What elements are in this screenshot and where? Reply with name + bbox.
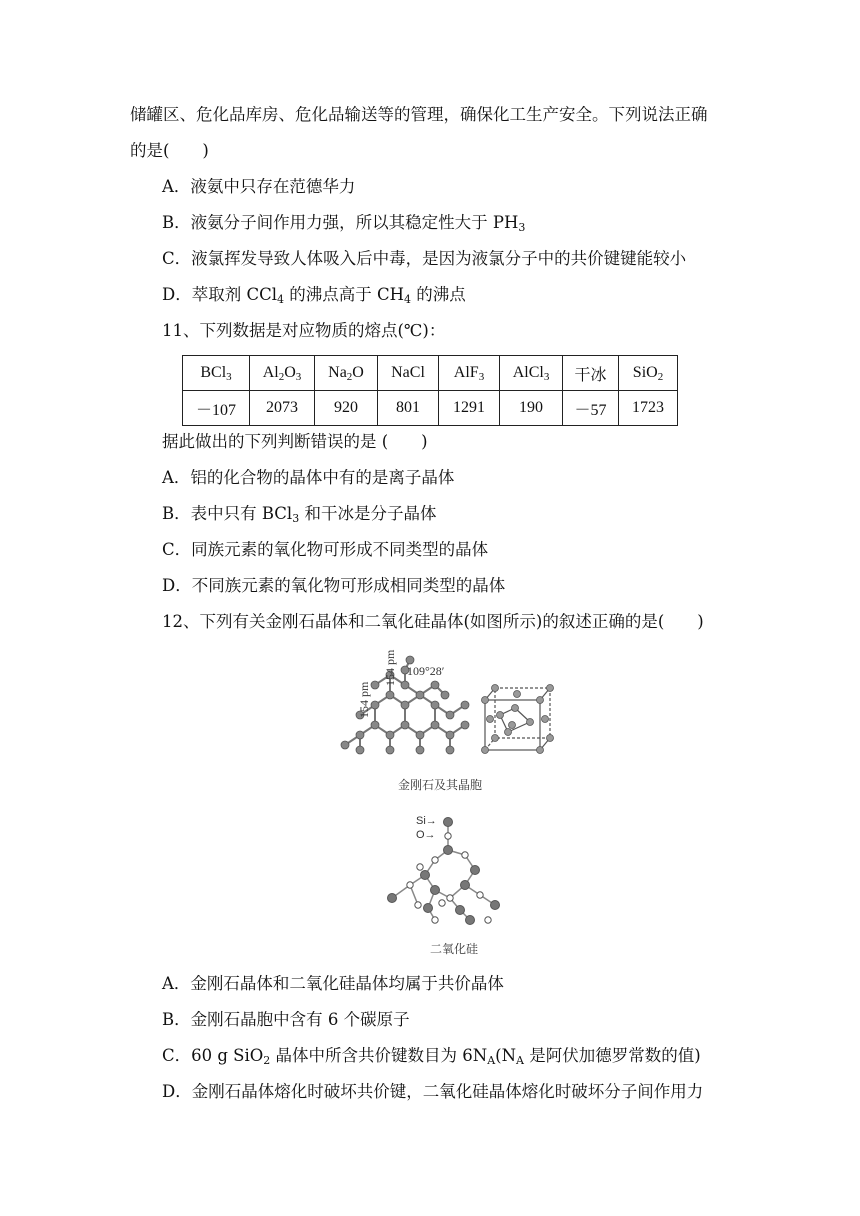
table-cell: 1291: [439, 391, 500, 426]
q11-option-a: A．铝的化合物的晶体中有的是离子晶体: [162, 468, 455, 487]
diamond-figure-caption: 金刚石及其晶胞: [398, 778, 483, 792]
header-alf3: AlF$_3$: [439, 356, 500, 391]
table-cell: －107: [183, 391, 250, 426]
header-sio2: SiO$_2$: [619, 356, 678, 391]
header-dry-ice: 干冰: [563, 356, 619, 391]
q11-stem: 11、下列数据是对应物质的熔点(℃)：: [162, 321, 446, 340]
diamond-structure-figure: [330, 640, 570, 770]
q12-option-b: B．金刚石晶胞中含有 6 个碳原子: [162, 1010, 410, 1029]
melting-point-table: [182, 355, 678, 426]
q12-stem: 12、下列有关金刚石晶体和二氧化硅晶体(如图所示)的叙述正确的是( ): [162, 612, 704, 631]
o-label: O→: [416, 829, 436, 841]
table-cell: 2073: [250, 391, 315, 426]
bond-angle-label: 109°28′: [407, 664, 445, 678]
q10-option-a: A．液氨中只存在范德华力: [162, 177, 356, 196]
header-na2o: $Na_2O$: [315, 356, 378, 391]
q10-option-d: D．萃取剂 CCl$_4$ 的沸点高于 $CH_4$ 的沸点: [162, 285, 466, 306]
bond-length-label: 154 pm: [383, 649, 397, 686]
q11-question: 据此做出的下列判断错误的是 ( ): [162, 432, 428, 451]
q12-option-d: D．金刚石晶体熔化时破坏共价键，二氧化硅晶体熔化时破坏分子间作用力: [162, 1082, 704, 1101]
q10-option-c: C．液氯挥发导致人体吸入后中毒，是因为液氯分子中的共价键键能较小: [162, 249, 687, 268]
q10-stem-line1: 储罐区、危化品库房、危化品输送等的管理，确保化工生产安全。下列说法正确: [130, 105, 708, 124]
table-cell: 920: [315, 391, 378, 426]
header-bcl3: BCl$_3$: [183, 356, 250, 391]
q11-option-d: D．不同族元素的氧化物可形成相同类型的晶体: [162, 576, 506, 595]
table-cell: －57: [563, 391, 619, 426]
bond-length-label: 154 pm: [357, 681, 371, 718]
q11-option-b: B．表中只有 BCl$_3$ 和干冰是分子晶体: [162, 504, 437, 525]
header-nacl: NaCl: [378, 356, 439, 391]
q12-option-c: C．60 g SiO$_2$ 晶体中所含共价键数目为 $6N_A(N_A$ 是阿伏加德罗常数的值): [162, 1046, 701, 1067]
table-cell: 801: [378, 391, 439, 426]
q10-option-b: B．液氨分子间作用力强，所以其稳定性大于 $PH_3$: [162, 213, 526, 234]
table-header-row: [183, 356, 678, 391]
header-al2o3: $Al_2O_3$: [250, 356, 315, 391]
header-alcl3: AlCl$_3$: [500, 356, 563, 391]
q10-stem-line2: 的是( ): [130, 141, 209, 160]
si-label: Si→: [416, 815, 437, 827]
silica-structure-figure: [380, 810, 520, 930]
table-cell: 1723: [619, 391, 678, 426]
table-cell: 190: [500, 391, 563, 426]
q12-option-a: A．金刚石晶体和二氧化硅晶体均属于共价晶体: [162, 974, 504, 993]
silica-figure-caption: 二氧化硅: [430, 942, 479, 956]
table-value-row: [183, 391, 678, 426]
q11-option-c: C．同族元素的氧化物可形成不同类型的晶体: [162, 540, 489, 559]
